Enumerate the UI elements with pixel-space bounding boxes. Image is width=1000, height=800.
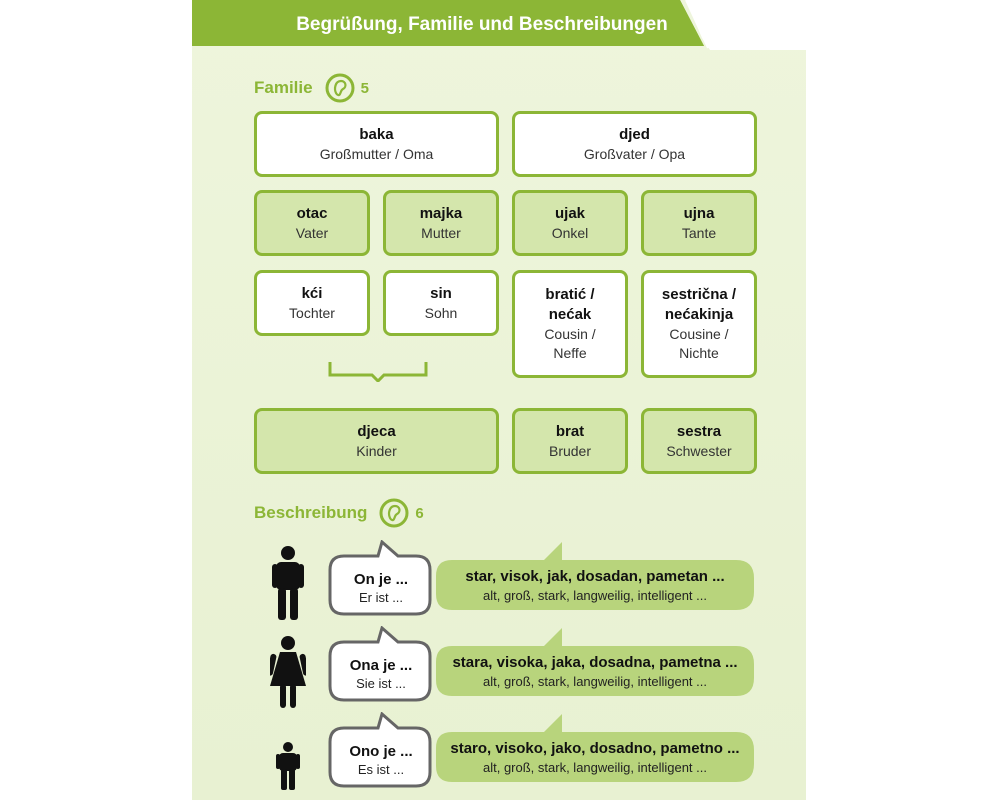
beschreibung-title: Beschreibung <box>254 503 368 522</box>
german-translation-line-1: Cousin / <box>544 326 596 342</box>
familie-track-number: 5 <box>360 79 369 97</box>
croatian-word-line-2: nećakinja <box>664 306 734 323</box>
german-translation-line-2: Neffe <box>553 345 587 361</box>
card-brat <box>512 408 628 474</box>
bubble-german: Er ist ... <box>358 590 404 605</box>
card-bratic-necak <box>512 270 628 378</box>
croatian-word: baka <box>359 125 394 143</box>
familie-title: Familie <box>254 78 313 97</box>
german-translation: Kinder <box>356 442 397 459</box>
adjective-content <box>440 739 750 777</box>
german-translation-line-1: Cousine / <box>669 326 729 342</box>
card-ujna <box>641 190 757 256</box>
croatian-word: otac <box>296 204 328 222</box>
german-translation-line-2: Nichte <box>679 345 719 361</box>
page-title: Begrüßung, Familie und Beschreibungen <box>296 14 668 35</box>
vocabulary-page <box>192 0 806 800</box>
german-translation: Tochter <box>289 304 335 321</box>
bubble-german: Es ist ... <box>357 762 405 777</box>
card-sin <box>383 270 499 336</box>
adjectives-croatian: staro, visoko, jako, dosadno, pametno ... <box>450 740 740 757</box>
card-ujak <box>512 190 628 256</box>
german-translation: Schwester <box>666 442 732 459</box>
croatian-word-line-1: bratić / <box>545 286 595 303</box>
child-icon <box>276 742 300 790</box>
card-sestra <box>641 408 757 474</box>
card-kci <box>254 270 370 336</box>
german-translation: Vater <box>295 224 329 241</box>
bubble-croatian: Ona je ... <box>349 657 413 674</box>
adjective-content <box>440 653 750 691</box>
card-djed <box>512 111 757 177</box>
adjectives-croatian: stara, visoka, jaka, dosadna, pametna ... <box>452 654 738 671</box>
croatian-word: ujna <box>683 204 715 222</box>
croatian-word: sin <box>430 284 452 302</box>
bubble-german: Sie ist ... <box>356 676 406 691</box>
ear-icon[interactable] <box>379 498 409 528</box>
german-translation: Tante <box>681 224 717 241</box>
croatian-word: ujak <box>554 204 585 222</box>
page-header <box>192 0 806 54</box>
card-sestricna-necakinja <box>641 270 757 378</box>
croatian-word: majka <box>419 204 463 222</box>
woman-icon <box>270 636 306 708</box>
croatian-word: djeca <box>357 422 396 440</box>
card-djeca <box>254 408 499 474</box>
adjective-content <box>440 567 750 605</box>
bubble-content <box>332 656 430 693</box>
german-translation: Bruder <box>548 442 592 459</box>
bubble-content <box>332 570 430 607</box>
adjectives-german: alt, groß, stark, langweilig, intelligent ... <box>483 588 707 603</box>
man-icon <box>272 546 304 620</box>
adjectives-german: alt, groß, stark, langweilig, intelligent ... <box>483 674 707 689</box>
german-translation: Großvater / Opa <box>583 145 686 162</box>
beschreibung-heading <box>254 498 424 528</box>
adjectives-german: alt, groß, stark, langweilig, intelligent ... <box>483 760 707 775</box>
croatian-word-line-2: nećak <box>548 306 592 323</box>
familie-heading <box>254 73 369 103</box>
ear-icon[interactable] <box>325 73 355 103</box>
croatian-word: brat <box>555 422 585 440</box>
croatian-word-line-1: sestrična / <box>661 286 737 303</box>
german-translation: Sohn <box>424 304 458 321</box>
bubble-croatian: On je ... <box>353 571 409 588</box>
croatian-word: kći <box>301 284 323 302</box>
bubble-croatian: Ono je ... <box>349 743 413 760</box>
german-translation: Großmutter / Oma <box>319 145 434 162</box>
german-translation: Onkel <box>551 224 589 241</box>
card-otac <box>254 190 370 256</box>
croatian-word: djed <box>619 125 650 143</box>
croatian-word: sestra <box>676 422 722 440</box>
german-translation: Mutter <box>421 224 461 241</box>
card-baka <box>254 111 499 177</box>
beschreibung-track-number: 6 <box>415 504 424 522</box>
group-bracket <box>328 360 428 382</box>
card-majka <box>383 190 499 256</box>
adjectives-croatian: star, visok, jak, dosadan, pametan ... <box>465 568 725 585</box>
bubble-content <box>332 742 430 779</box>
